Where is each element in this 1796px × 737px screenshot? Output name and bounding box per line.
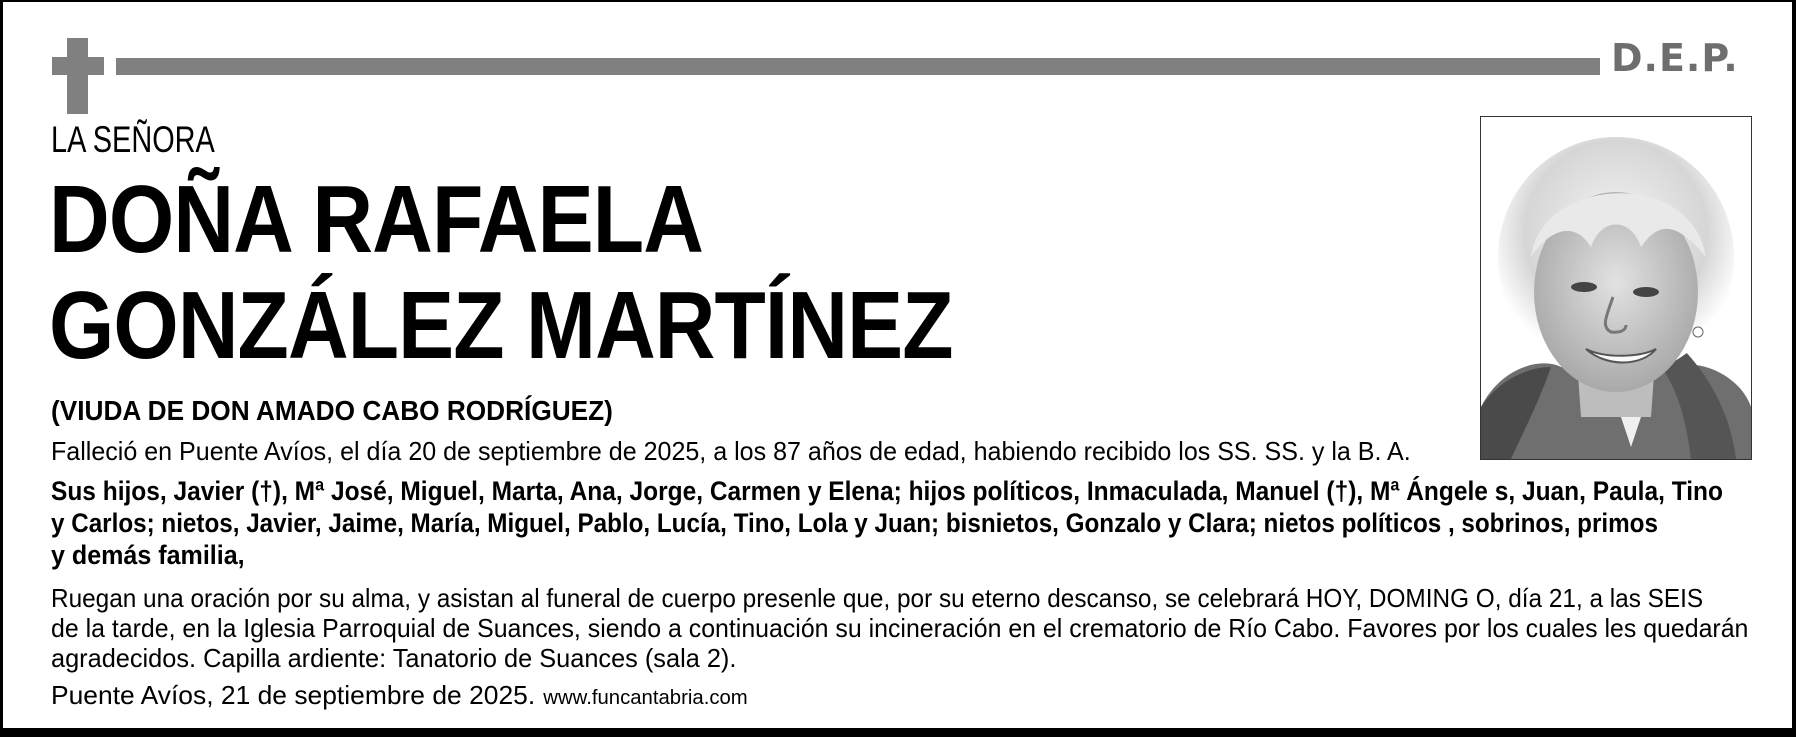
deceased-name-line-2: GONZÁLEZ MARTÍNEZ	[49, 272, 953, 379]
portrait-photo	[1480, 116, 1752, 460]
family-line: Sus hijos, Javier (†), Mª José, Miguel, Marta, Ana, Jorge, Carmen y Elena; hijos políticos, Inmaculada, Manuel (†), Mª Ángele s, Juan, Paula, Tino	[51, 476, 1723, 506]
website-link[interactable]: www.funcantabria.com	[543, 687, 748, 709]
family-line: y Carlos; nietos, Javier, Jaime, María, Miguel, Pablo, Lucía, Tino, Lola y Juan; bisnietos, Gonzalo y Clara; nietos políticos , sobrinos, primos	[51, 508, 1658, 538]
dep-label: D.E.P.	[1611, 36, 1739, 80]
family-line: y demás familia,	[51, 540, 245, 570]
cross-icon	[67, 38, 88, 114]
funeral-line: de la tarde, en la Iglesia Parroquial de Suances, siendo a continuación su incineración en el crematorio de Río Cabo. Favores por los cuales les quedarán	[51, 613, 1749, 643]
deceased-name-line-1: DOÑA RAFAELA	[49, 166, 704, 273]
title-prefix: LA SEÑORA	[51, 119, 215, 160]
header-rule	[116, 58, 1600, 75]
funeral-line: Ruegan una oración por su alma, y asistan al funeral de cuerpo presenle que, por su eterno descanso, se celebrará HOY, DOMING O, día 21, a las SEIS	[51, 583, 1704, 613]
portrait-icon	[1481, 117, 1751, 459]
place-date-line	[51, 680, 748, 713]
place-date: Puente Avíos, 21 de septiembre de 2025.	[51, 680, 536, 710]
funeral-line: agradecidos. Capilla ardiente: Tanatorio de Suances (sala 2).	[51, 643, 737, 673]
widow-of: (VIUDA DE DON AMADO CABO RODRÍGUEZ)	[51, 395, 613, 426]
cross-icon-arm	[52, 57, 104, 75]
death-details: Falleció en Puente Avíos, el día 20 de septiembre de 2025, a los 87 años de edad, habiendo recibido los SS. SS. y la B. A.	[51, 436, 1411, 466]
